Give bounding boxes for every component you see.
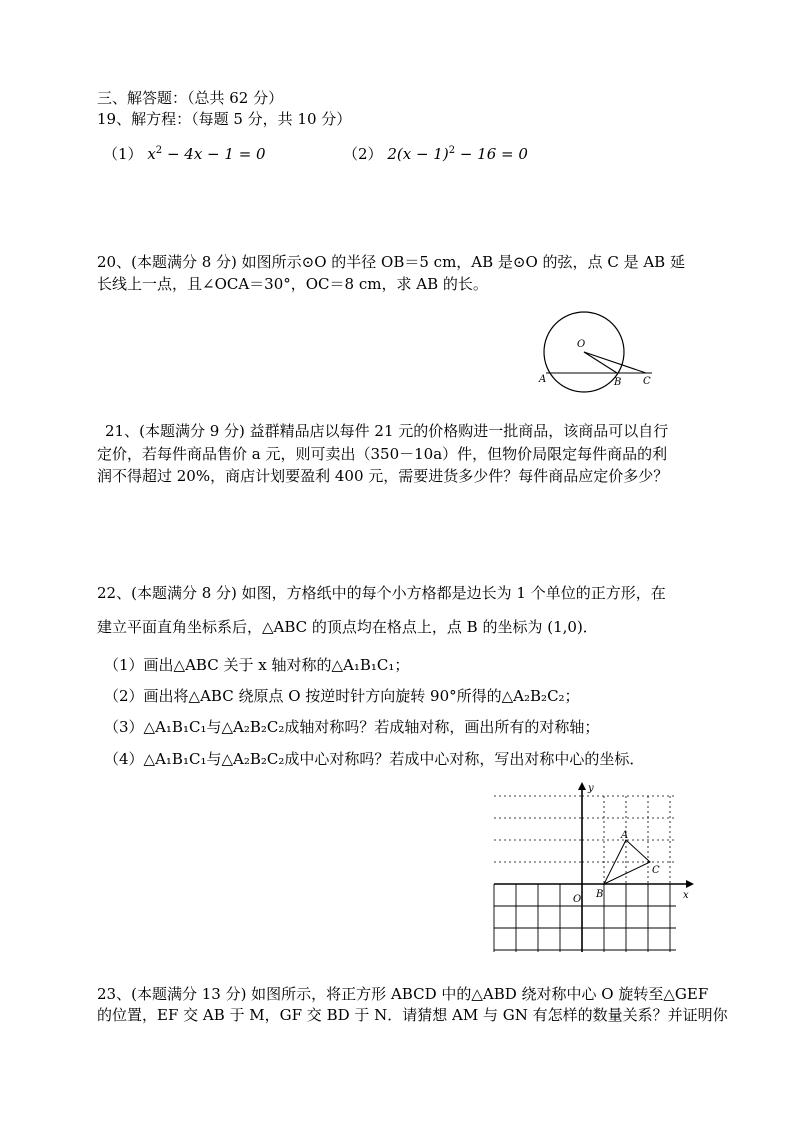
x-axis-arrow-icon [686,880,694,888]
q22-item4: （4）△A₁B₁C₁与△A₂B₂C₂成中心对称吗？若成中心对称，写出对称中心的坐标． [104,750,645,768]
q22-line1: 22、(本题满分 8 分) 如图，方格纸中的每个小方格都是边长为 1 个单位的正方形，在 [97,584,666,602]
q21-line2: 定价，若每件商品售价 a 元，则可卖出（350－10a）件，但物价局限定每件商品的利 [97,445,668,463]
q19-part2-equation-base: 2(x − 1) [387,145,449,163]
q22-label-y: y [588,783,594,794]
q23-line1: 23、(本题满分 13 分) 如图所示，将正方形 ABCD 中的△ABD 绕对称中心 O 旋转至△GEF [97,985,709,1003]
q22-label-b: B [596,889,604,900]
q22-item1: （1）画出△ABC 关于 x 轴对称的△A₁B₁C₁； [104,656,410,674]
q22-label-x: x [683,890,689,901]
q19-part1-exponent: 2 [155,145,163,156]
q20-line1: 20、(本题满分 8 分) 如图所示⊙O 的半径 OB＝5 cm，AB 是⊙O 的弦，点 C 是 AB 延 [97,253,685,271]
q22-line2: 建立平面直角坐标系后，△ABC 的顶点均在格点上，点 B 的坐标为 (1,0)． [97,618,598,636]
q20-line2: 长线上一点，且∠OCA＝30°，OC＝8 cm，求 AB 的长。 [97,275,488,293]
q22-item3: （3）△A₁B₁C₁与△A₂B₂C₂成轴对称吗？若成轴对称，画出所有的对称轴； [104,718,600,736]
q19-title: 19、解方程：（每题 5 分，共 10 分） [97,110,352,128]
q19-part2-exponent: 2 [448,145,456,156]
y-axis-arrow-icon [578,782,586,790]
q19-part2-equation-rest: − 16 = 0 [455,145,528,163]
q22-label-a: A [621,830,629,841]
q22-label-o: O [573,894,582,905]
q20-label-o: O [577,339,586,350]
q22-label-c: C [652,865,660,876]
q20-label-a: A [539,374,547,385]
q22-item2: （2）画出将△ABC 绕原点 O 按逆时针方向旋转 90°所得的△A₂B₂C₂； [104,687,580,705]
q19-part1-equation-base: x [147,145,156,163]
section-heading: 三、解答题：（总共 62 分） [97,89,284,107]
q21-line3: 润不得超过 20%，商店计划要盈利 400 元，需要进货多少件？每件商品应定价多少？ [97,467,669,485]
q21-line1: 21、(本题满分 9 分) 益群精品店以每件 21 元的价格购进一批商品，该商品可以自行 [105,422,669,440]
q19-part2-number: （2） [343,145,383,163]
q20-label-b: B [614,377,622,388]
q19-part1-number: （1） [103,145,143,163]
q19-part1-equation-rest: − 4x − 1 = 0 [162,145,266,163]
q20-label-c: C [643,376,651,387]
q23-line2: 的位置，EF 交 AB 于 M，GF 交 BD 于 N．请猜想 AM 与 GN 有怎样的数量关系？并证明你 [97,1006,728,1024]
